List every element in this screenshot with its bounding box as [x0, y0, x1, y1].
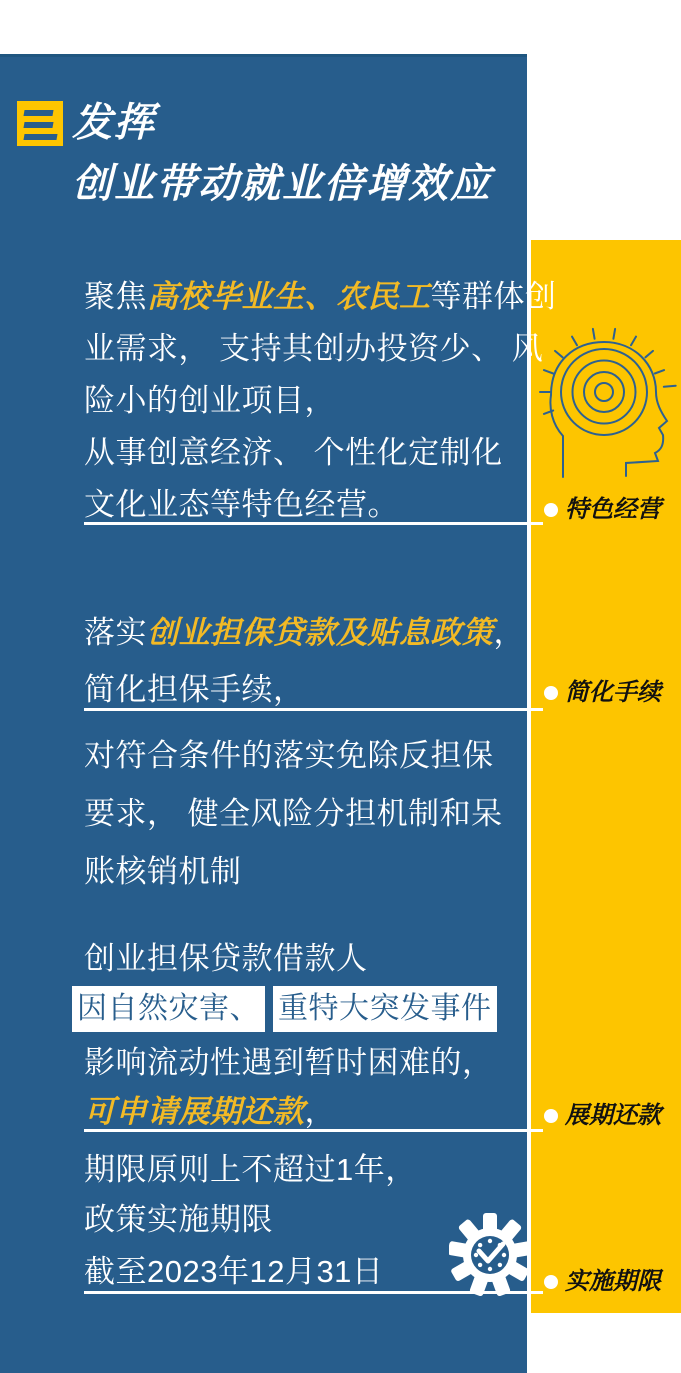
s1-line1-prefix: 聚焦: [84, 279, 147, 314]
s3-line4: [84, 1090, 336, 1134]
s3-connector-dot: [544, 1109, 558, 1123]
s1-label: 特色经营: [565, 496, 661, 523]
s4-line3: 截至2023年12月31日: [84, 1254, 384, 1289]
s2-connector-dot: [544, 686, 558, 700]
menu-bars-icon: [17, 101, 63, 146]
s2-label: 简化手续: [565, 679, 661, 706]
page-title-line2: 创业带动就业倍增效应: [72, 162, 492, 206]
s1-line1: [84, 275, 557, 319]
s1-line2: 业需求， 支持其创办投资少、 风: [84, 331, 544, 366]
s4-line1: 期限原则上不超过1年，: [84, 1152, 417, 1187]
s1-line3: 险小的创业项目，: [84, 383, 336, 418]
s1-connector-dot: [544, 503, 558, 517]
s1-line1-highlight: 高校毕业生、农民工: [147, 279, 431, 314]
s1-line4: 从事创意经济、 个性化定制化: [84, 435, 503, 470]
s4-connector-dot: [544, 1275, 558, 1289]
s2-line1-prefix: 落实: [84, 615, 147, 650]
s3-highlight-chips: [72, 986, 497, 1032]
s2-line1-highlight: 创业担保贷款及贴息政策: [147, 615, 494, 650]
s3-line4-highlight: 可申请展期还款: [84, 1094, 305, 1129]
s3-chip-major-emergency: 重特大突发事件: [273, 986, 497, 1032]
s3-line3: 影响流动性遇到暂时困难的，: [84, 1045, 494, 1080]
page-title-line1: 发挥: [72, 101, 156, 145]
s1-line5: 文化业态等特色经营。: [84, 487, 399, 522]
s4-line2: 政策实施期限: [84, 1202, 273, 1237]
gear-clock-icon: [449, 1213, 531, 1299]
s2-line2: 简化担保手续，: [84, 672, 305, 707]
s2-line5: 账核销机制: [84, 854, 242, 889]
s3-line1: 创业担保贷款借款人: [84, 941, 368, 976]
s2-line4: 要求， 健全风险分担机制和呆: [84, 796, 503, 831]
s2-connector-line: [84, 708, 543, 711]
s3-chip-natural-disaster: 因自然灾害、: [72, 986, 265, 1032]
s4-label: 实施期限: [565, 1268, 661, 1295]
s2-line1-suffix: ，: [493, 615, 525, 650]
s1-line1-suffix: 等群体创: [430, 279, 557, 314]
s2-line3: 对符合条件的落实免除反担保: [84, 738, 494, 773]
s2-line1: [84, 611, 525, 655]
thinking-head-icon: [529, 298, 681, 490]
s1-connector-line: [84, 522, 543, 525]
s3-line4-suffix: ，: [304, 1094, 336, 1129]
s3-label: 展期还款: [565, 1102, 661, 1129]
s3-connector-line: [84, 1129, 543, 1132]
